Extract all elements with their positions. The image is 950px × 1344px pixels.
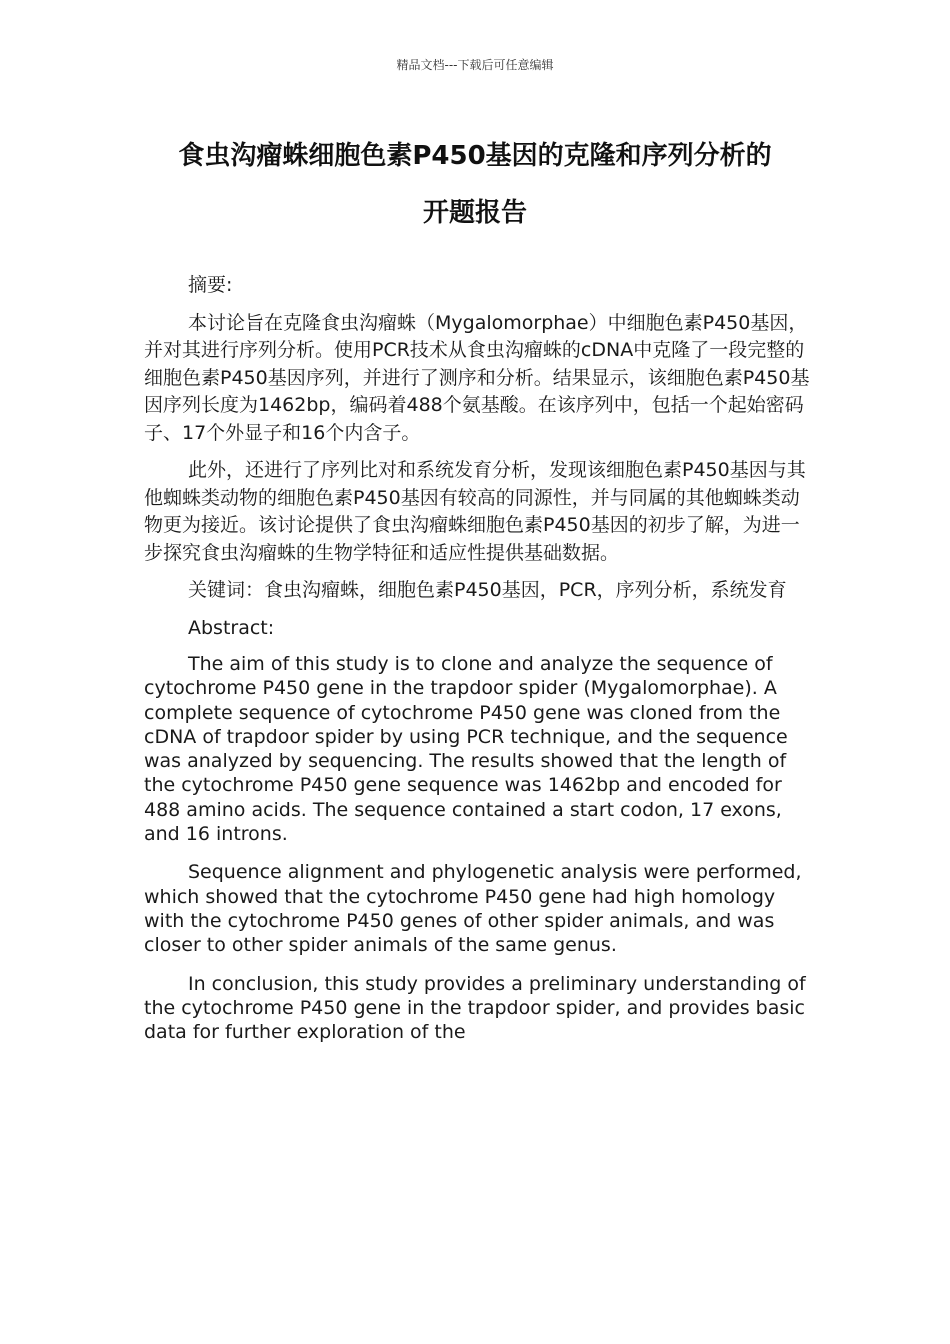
abstract-en-paragraph-2: Sequence alignment and phylogenetic analysis were performed, which showed that the cytochrome P450 gene had high homology with the cytochrome P450 genes of other spider animals, and was closer to other spider animals of the same genus. <box>144 861 802 957</box>
document-title <box>120 128 830 242</box>
keywords-zh: 关键词：食虫沟瘤蛛，细胞色素P450基因，PCR，序列分析，系统发育 <box>188 579 787 601</box>
abstract-label-en: Abstract: <box>188 616 275 639</box>
page-header-watermark: 精品文档---下载后可任意编辑 <box>396 58 554 72</box>
abstract-en-paragraph-3: In conclusion, this study provides a preliminary understanding of the cytochrome P450 gene in the trapdoor spider, and provides basic data for further exploration of the <box>144 972 806 1044</box>
abstract-zh-paragraph-1: 本讨论旨在克隆食虫沟瘤蛛（Mygalomorphae）中细胞色素P450基因，并对其进行序列分析。使用PCR技术从食虫沟瘤蛛的cDNA中克隆了一段完整的细胞色素P450基因序列，并进行了测序和分析。结果显示，该细胞色素P450基因序列长度为1462bp，编码着488个氨基酸。在该序列中，包括一个起始密码子、17个外显子和16个内含子。 <box>144 311 810 444</box>
abstract-en-paragraph-1: The aim of this study is to clone and analyze the sequence of cytochrome P450 gene in the trapdoor spider (Mygalomorphae). A complete sequence of cytochrome P450 gene was cloned from the cDNA of trapdoor spider by using PCR technique, and the sequence was analyzed by sequencing. The results showed that the length of the cytochrome P450 gene sequence was 1462bp and encoded for 488 amino acids. The sequence contained a start codon, 17 exons, and 16 introns. <box>144 653 788 846</box>
abstract-label-zh: 摘要: <box>188 274 233 296</box>
document-title-line-2: 开题报告 <box>422 198 527 228</box>
document-body <box>144 272 810 1058</box>
abstract-zh-paragraph-2: 此外，还进行了序列比对和系统发育分析，发现该细胞色素P450基因与其他蜘蛛类动物的细胞色素P450基因有较高的同源性，并与同属的其他蜘蛛类动物更为接近。该讨论提供了食虫沟瘤蛛细胞色素P450基因的初步了解，为进一步探究食虫沟瘤蛛的生物学特征和适应性提供基础数据。 <box>144 459 806 564</box>
document-title-line-1: 食虫沟瘤蛛细胞色素P450基因的克隆和序列分析的 <box>178 141 772 171</box>
